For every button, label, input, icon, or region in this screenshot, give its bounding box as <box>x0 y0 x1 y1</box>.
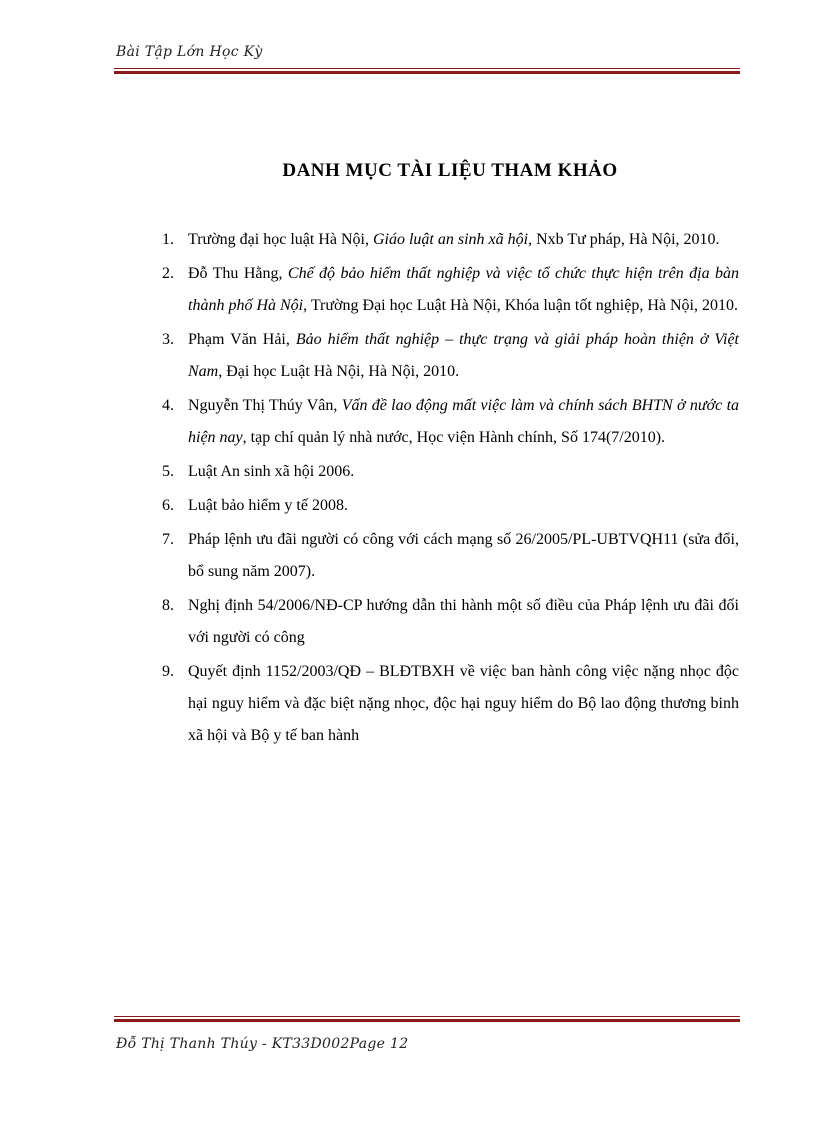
footer-divider <box>114 1016 740 1022</box>
reference-title: Giáo luật an sinh xã hội <box>372 231 529 248</box>
reference-number: 5. <box>162 463 174 480</box>
reference-title: Vấn đề lao động mất việc làm và chính sách BHTN ở nước ta hiện nay <box>188 397 740 446</box>
reference-text: , tạp chí quản lý nhà nước, Học viện Hành chính, Số 174(7/2010). <box>242 429 666 446</box>
reference-item <box>162 324 740 388</box>
page-header: Bài Tập Lớn Học Kỳ <box>116 44 263 60</box>
reference-number: 6. <box>162 497 174 514</box>
reference-number: 2. <box>162 265 174 282</box>
reference-item <box>162 456 739 488</box>
reference-text: Nghị định 54/2006/NĐ-CP hướng dẫn thi hành một số điều của Pháp lệnh ưu đãi đối với người có công <box>188 597 739 646</box>
reference-text: Phạm Văn Hải, <box>188 331 296 348</box>
reference-title: Bảo hiểm thất nghiệp – thực trạng và giải pháp hoàn thiện ở Việt Nam, <box>188 331 740 380</box>
reference-number: 3. <box>162 331 174 348</box>
reference-text: Đại học Luật Hà Nội, Hà Nội, 2010. <box>222 363 460 380</box>
reference-number: 7. <box>162 531 174 548</box>
reference-number: 8. <box>162 597 174 614</box>
reference-list <box>162 224 740 752</box>
reference-text: Đỗ Thu Hằng, <box>188 265 288 282</box>
reference-text: , Nxb Tư pháp, Hà Nội, 2010. <box>528 231 720 248</box>
reference-text: Trường đại học luật Hà Nội, <box>188 231 373 248</box>
page-title: DANH MỤC TÀI LIỆU THAM KHẢO <box>282 160 618 181</box>
reference-text: Quyết định 1152/2003/QĐ – BLĐTBXH về việc ban hành công việc nặng nhọc độc hại nguy hiểm và đặc biệt nặng nhọc, độc hại nguy hiểm do Bộ lao động thương binh xã hội và Bộ y tế ban hành <box>188 663 739 744</box>
reference-item <box>162 524 739 588</box>
reference-text: , Trường Đại học Luật Hà Nội, Khóa luận tốt nghiệp, Hà Nội, 2010. <box>303 297 738 314</box>
reference-number: 9. <box>162 663 174 680</box>
reference-item <box>162 490 739 522</box>
reference-text: Luật An sinh xã hội 2006. <box>188 463 355 480</box>
reference-text: Nguyễn Thị Thúy Vân, <box>188 397 342 414</box>
reference-item <box>162 224 739 256</box>
reference-text: Luật bảo hiểm y tế 2008. <box>188 497 348 514</box>
header-divider <box>114 68 740 74</box>
reference-item <box>162 390 740 454</box>
reference-item <box>162 258 740 322</box>
reference-number: 1. <box>162 231 174 248</box>
page-footer: Đỗ Thị Thanh Thúy - KT33D002Page 12 <box>116 1036 409 1052</box>
reference-title: Chế độ bảo hiểm thất nghiệp và việc tổ chức thực hiện trên địa bàn thành phố Hà Nội <box>188 265 740 314</box>
reference-text: Pháp lệnh ưu đãi người có công với cách mạng số 26/2005/PL-UBTVQH11 (sửa đổi, bổ sung năm 2007). <box>188 531 739 580</box>
reference-item <box>162 590 739 654</box>
reference-number: 4. <box>162 397 174 414</box>
reference-item <box>162 656 739 752</box>
